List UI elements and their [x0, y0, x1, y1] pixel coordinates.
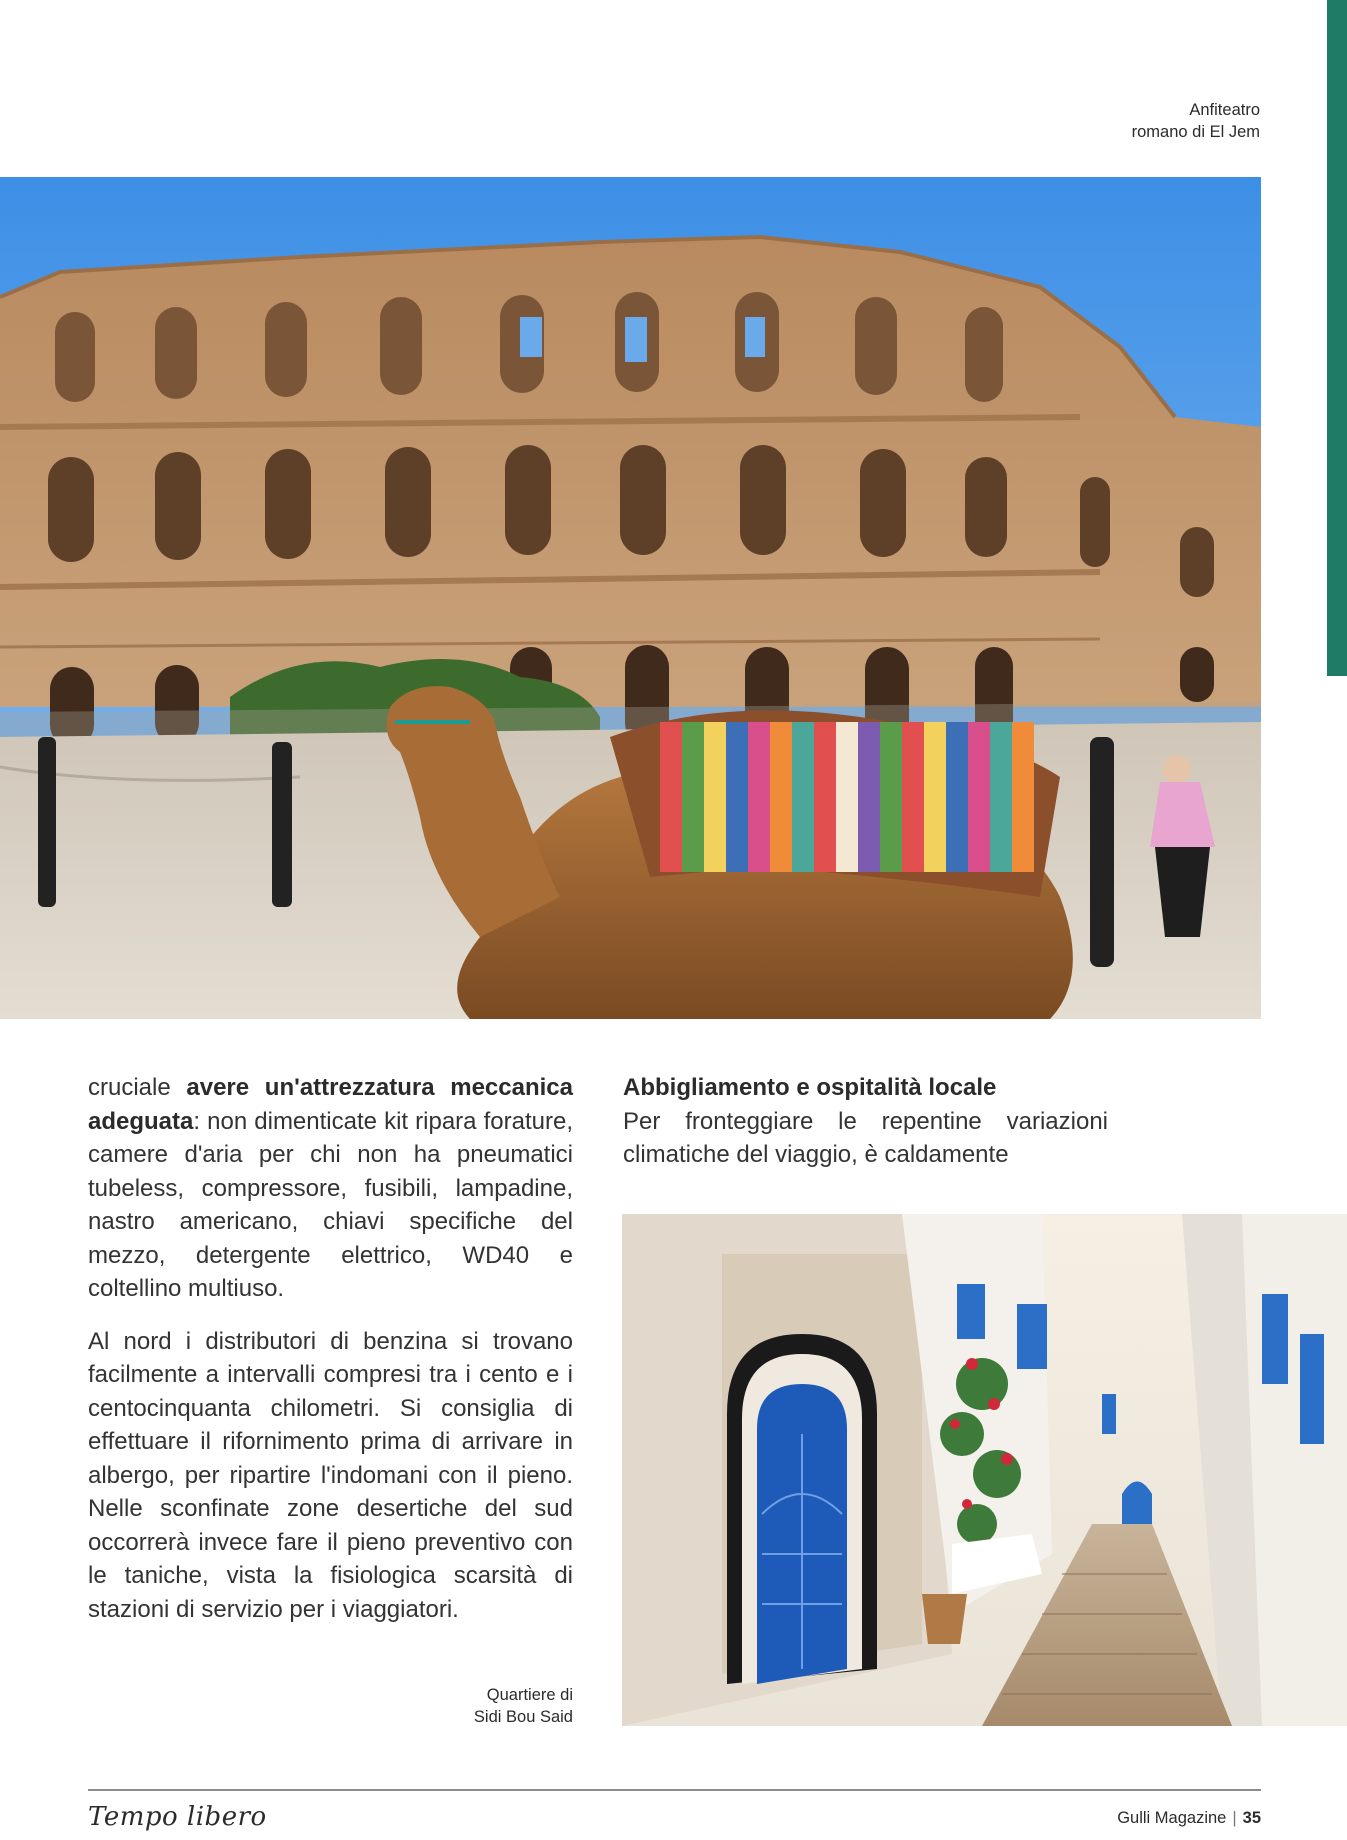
- el-jem-amphitheatre-photo: [0, 177, 1261, 1019]
- footer-divider: [88, 1789, 1261, 1791]
- paragraph-clothing: Per fronteggiare le repentine variazioni climatiche del viaggio, è caldamente: [623, 1107, 1108, 1168]
- paragraph-fuel: Al nord i distributori di benzina si trovano facilmente a intervalli compresi tra i cento e i centocinquanta chilometri. Si consiglia di effettuare il rifornimento prima di arrivare in albergo, per ripartire l'indomani con il pieno. Nelle sconfinate zone desertiche del sud occorrerà invece fare il pieno preventivo con le taniche, vista la fisiologica scarsità di stazioni di servizio per i viaggiatori.: [88, 1327, 573, 1623]
- sidi-bou-said-photo: [622, 1214, 1347, 1726]
- section-accent-tab: [1327, 0, 1347, 676]
- section-heading: Abbigliamento e ospitalità locale: [623, 1074, 997, 1101]
- article-column-left: [88, 1071, 573, 1626]
- magazine-name: Gulli Magazine: [1117, 1809, 1227, 1827]
- photo-caption-sidi-bou-said: Quartiere di Sidi Bou Said: [473, 1686, 573, 1726]
- page-footer: [1117, 1809, 1261, 1828]
- article-column-right: [623, 1071, 1108, 1172]
- photo-caption-el-jem: Anfiteatro romano di El Jem: [1131, 101, 1260, 141]
- paragraph-equipment: cruciale avere un'attrezzatura meccanica adeguata: non dimenticate kit ripara forature, camere d'aria per chi non ha pneumatici tubeless, compressore, fusibili, lampadine, nastro americano, chiavi specifiche del mezzo, detergente elettrico, WD40 e coltellino multiuso.: [88, 1074, 573, 1302]
- footer-separator: |: [1232, 1809, 1237, 1827]
- section-name: Tempo libero: [88, 1802, 267, 1832]
- page-number: 35: [1242, 1809, 1261, 1827]
